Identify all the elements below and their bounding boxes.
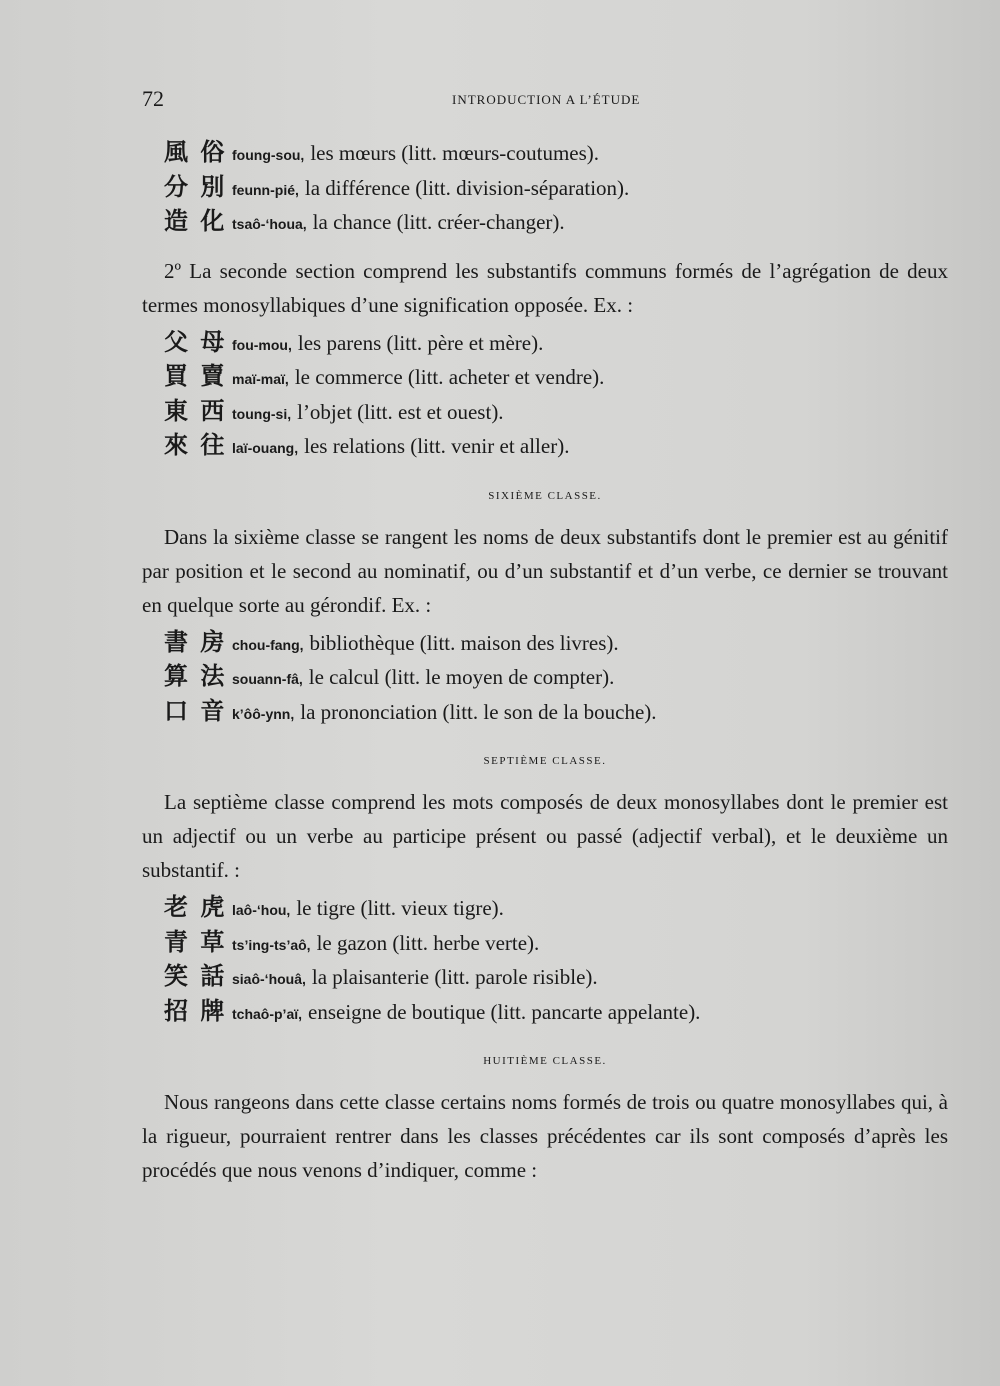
entry-romanization: souann-fâ,	[232, 671, 303, 687]
entry-romanization: k’ôô-ynn,	[232, 705, 295, 722]
entry-gloss: l’objet (litt. est et ouest).	[297, 399, 504, 424]
entry-row	[142, 132, 948, 167]
paragraph-sixieme: Dans la sixième classe se rangent les noms de deux substantifs dont le premier est au génitif par position et le second au nominatif, ou d’un substantif et d’un verbe, ce dernier se trouvant en quelque sorte au gérondif. Ex. :	[142, 524, 948, 617]
entry-group-1	[142, 132, 948, 236]
entry-romanization: feunn-pié,	[232, 181, 299, 198]
entry-row	[142, 167, 948, 202]
entry-romanization: tchaô-p’aï,	[232, 1005, 303, 1022]
entry-row	[142, 201, 948, 236]
entry-romanization: laï-ouang,	[232, 440, 299, 456]
page-header	[142, 86, 940, 116]
page-number: 72	[142, 86, 164, 111]
entry-characters: 青 草	[164, 927, 227, 956]
running-head: INTRODUCTION A L’ÉTUDE	[452, 92, 641, 107]
entry-characters: 父 母	[164, 327, 227, 356]
paragraph-septieme: La septième classe comprend les mots composés de deux monosyllabes dont le premier est un adjectif ou un verbe au participe présent ou passé (adjectif verbal), et le deuxième un substantif. :	[142, 790, 948, 882]
entry-characters: 算 法	[164, 662, 227, 690]
entry-row	[142, 322, 948, 357]
entry-group-6	[142, 622, 948, 726]
entry-romanization: toung-si,	[232, 405, 292, 422]
page-body	[142, 132, 948, 1187]
entry-row	[142, 956, 948, 991]
entry-row	[142, 622, 948, 657]
entry-characters: 來 往	[164, 431, 227, 459]
entry-gloss: les mœurs (litt. mœurs-coutumes).	[310, 141, 600, 165]
entry-row	[142, 425, 948, 460]
section-heading-septieme: SEPTIÈME CLASSE.	[483, 755, 607, 767]
entry-romanization: ts’ing-ts’aô,	[232, 936, 311, 953]
entry-characters: 東 西	[164, 396, 227, 425]
entry-row	[142, 691, 948, 726]
entry-gloss: le commerce (litt. acheter et vendre).	[294, 365, 605, 389]
entry-gloss: le calcul (litt. le moyen de compter).	[308, 665, 615, 689]
entry-gloss: la différence (litt. division-séparation).	[304, 175, 630, 200]
entry-gloss: les relations (litt. venir et aller).	[304, 434, 570, 458]
entry-gloss: la prononciation (litt. le son de la bouche).	[300, 699, 657, 724]
entry-gloss: la plaisanterie (litt. parole risible).	[311, 965, 598, 989]
entry-romanization: laô-‘hou,	[232, 902, 291, 918]
entry-romanization: foung-sou,	[232, 147, 305, 163]
entry-row	[142, 991, 948, 1026]
entry-group-7	[142, 887, 948, 1025]
entry-romanization: fou-mou,	[232, 336, 292, 353]
entry-row	[142, 887, 948, 922]
entry-romanization: siaô-‘houâ,	[232, 971, 306, 987]
entry-characters: 造 化	[164, 207, 227, 235]
entry-characters: 笑 話	[164, 962, 227, 990]
entry-group-2	[142, 322, 948, 460]
paragraph-second-section: 2º La seconde section comprend les substantifs communs formés de l’agrégation de deux termes monosyllabiques d’une signification opposée. Ex. :	[142, 258, 948, 317]
entry-gloss: les parens (litt. père et mère).	[297, 330, 544, 355]
entry-romanization: chou-fang,	[232, 636, 304, 653]
entry-characters: 買 賣	[164, 362, 227, 390]
entry-row	[142, 391, 948, 426]
entry-characters: 口 音	[164, 696, 227, 725]
entry-characters: 風 俗	[164, 138, 227, 166]
section-heading-huitieme: HUITIÈME CLASSE.	[483, 1055, 607, 1067]
entry-romanization: maï-maï,	[232, 371, 289, 387]
entry-gloss: le tigre (litt. vieux tigre).	[296, 896, 504, 920]
entry-row	[142, 356, 948, 391]
entry-row	[142, 656, 948, 691]
section-heading-sixieme: SIXIÈME CLASSE.	[488, 489, 602, 502]
entry-characters: 招 牌	[164, 996, 227, 1025]
entry-gloss: bibliothèque (litt. maison des livres).	[309, 630, 619, 655]
paragraph-huitieme: Nous rangeons dans cette classe certains noms formés de trois ou quatre monosyllabes qui, à la rigueur, pourraient rentrer dans les classes précédentes car ils sont composés d’après les procédés que nous venons d’indiquer, comme :	[142, 1090, 948, 1182]
entry-gloss: enseigne de boutique (litt. pancarte appelante).	[308, 999, 701, 1024]
entry-characters: 分 別	[164, 172, 227, 201]
entry-row	[142, 922, 948, 957]
entry-gloss: la chance (litt. créer-changer).	[312, 210, 565, 234]
entry-characters: 老 虎	[164, 893, 227, 921]
entry-romanization: tsaô-‘houa,	[232, 216, 307, 232]
entry-characters: 書 房	[164, 627, 227, 656]
entry-gloss: le gazon (litt. herbe verte).	[316, 930, 540, 955]
